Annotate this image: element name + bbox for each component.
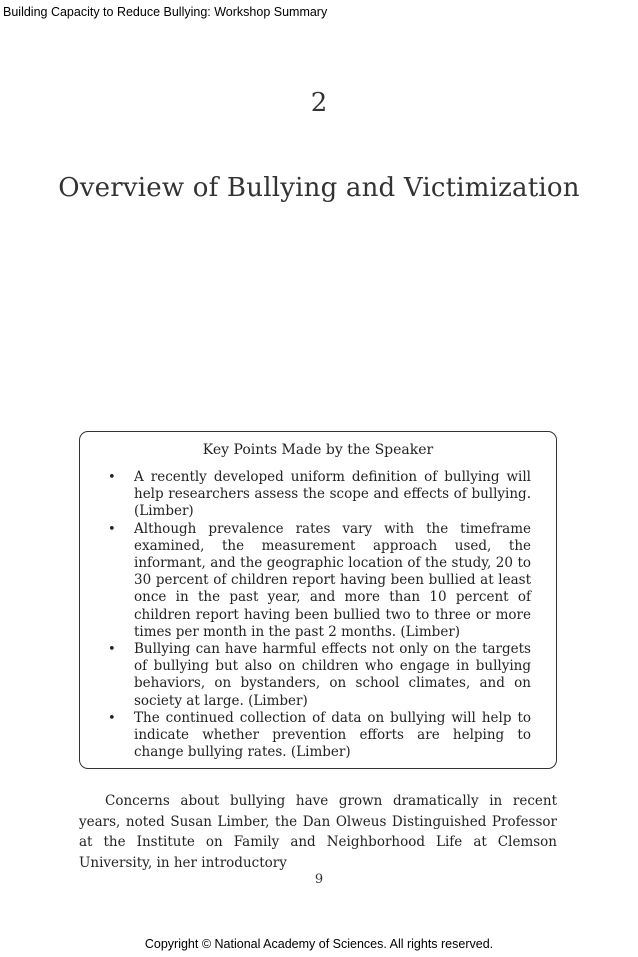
chapter-title: Overview of Bullying and Victimization xyxy=(58,173,580,203)
copyright-notice: Copyright © National Academy of Sciences. All rights reserved. xyxy=(144,937,494,951)
bullet-icon: • xyxy=(108,642,116,658)
key-points-box xyxy=(79,431,557,769)
key-point-text: Although prevalence rates vary with the timeframe examined, the measurement approach used, the informant, and the geographic location of the study, 20 to 30 percent of children report having been bullied at least once in the past year, and more than 10 percent of children report having been bullied two to three or more times per month in the past 2 months. (Limber) xyxy=(134,520,531,640)
key-point-text: A recently developed uniform definition of bullying will help researchers assess the scope and effects of bullying. (Limber) xyxy=(134,469,531,520)
key-point-item xyxy=(108,469,531,521)
bullet-icon: • xyxy=(108,521,116,537)
running-header: Building Capacity to Reduce Bullying: Workshop Summary xyxy=(3,5,328,19)
body-paragraph: Concerns about bullying have grown dramatically in recent years, noted Susan Limber, the Dan Olweus Distinguished Professor at the Institute on Family and Neighborhood Life at Clemson University, in her introductory xyxy=(79,793,557,871)
key-points-heading: Key Points Made by the Speaker xyxy=(202,442,434,458)
key-point-text: Bullying can have harmful effects not only on the targets of bullying but also on children who engage in bullying behaviors, on bystanders, on school climates, and on society at large. (Limber) xyxy=(134,641,531,709)
key-point-item xyxy=(108,641,531,710)
key-point-item xyxy=(108,709,531,762)
chapter-number: 2 xyxy=(310,88,328,118)
bullet-icon: • xyxy=(108,470,116,485)
page-number: 9 xyxy=(314,872,324,887)
key-point-text: The continued collection of data on bullying will help to indicate whether prevention efforts are helping to change bullying rates. (Limber) xyxy=(134,709,531,761)
bullet-icon: • xyxy=(108,710,116,726)
key-points-list xyxy=(80,469,556,761)
key-point-item xyxy=(108,520,531,641)
